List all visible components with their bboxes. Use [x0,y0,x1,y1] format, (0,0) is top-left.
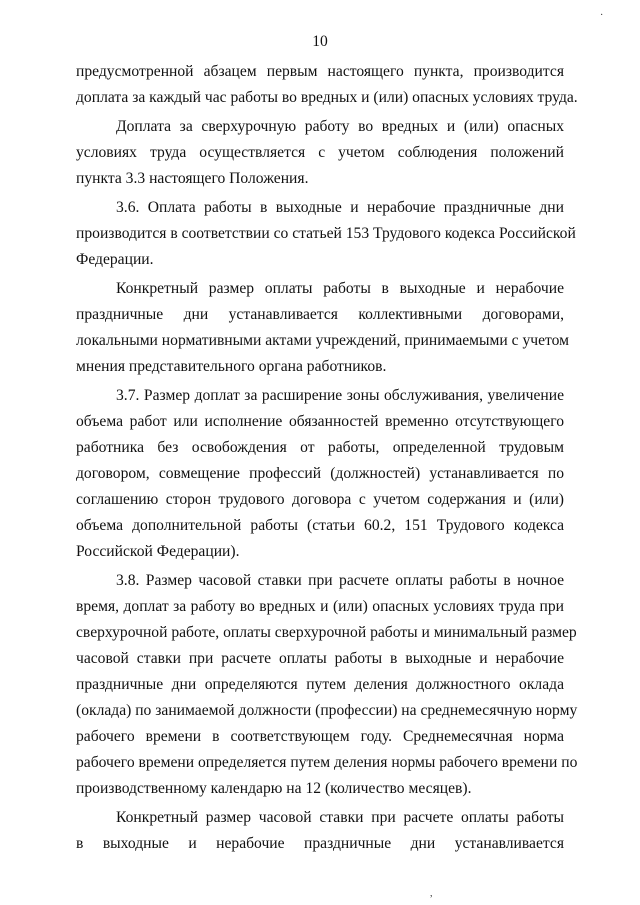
text-line: Конкретный размер часовой ставки при расчете оплаты работы [116,809,564,826]
text-line: время, доплат за работу во вредных и (или) опасных условиях труда при [76,598,564,615]
text-line: Доплата за сверхурочную работу во вредных и (или) опасных [116,118,564,135]
text-line: праздничные дни устанавливается коллективными договорами, [76,306,564,323]
page-number: 10 [312,33,328,50]
text-line: пункта 3.3 настоящего Положения. [76,170,309,187]
text-line: 3.6. Оплата работы в выходные и нерабочие праздничные дни [116,199,564,216]
text-line: Конкретный размер оплаты работы в выходные и нерабочие [116,280,564,297]
text-line: сверхурочной работе, оплаты сверхурочной работы и минимальный размер [76,624,577,641]
text-line: рабочего времени определяется путем деления нормы рабочего времени по [76,754,578,771]
text-line: в выходные и нерабочие праздничные дни устанавливается [76,835,564,852]
text-line: работника без освобождения от работы, определенной трудовым [76,439,564,456]
text-line: предусмотренной абзацем первым настоящего пункта, производится [76,63,564,80]
text-line: мнения представительного органа работников. [76,358,387,375]
text-line: рабочего времени в соответствующем году. Среднемесячная норма [76,728,564,745]
text-line: объема работ или исполнение обязанностей временно отсутствующего [76,413,564,430]
text-line: 3.8. Размер часовой ставки при расчете оплаты работы в ночное [116,572,564,589]
text-line: часовой ставки при расчете оплаты работы в выходные и нерабочие [76,650,564,667]
text-line: соглашению сторон трудового договора с учетом содержания и (или) [76,491,564,508]
text-line: производственному календарю на 12 (количество месяцев). [76,780,472,797]
text-line: договором, совмещение профессий (должностей) устанавливается по [76,465,564,482]
text-line: доплата за каждый час работы во вредных и (или) опасных условиях труда. [76,89,578,106]
text-line: производится в соответствии со статьей 153 Трудового кодекса Российской [76,225,576,242]
text-line: условиях труда осуществляется с учетом соблюдения положений [76,144,564,161]
text-line: объема дополнительной работы (статьи 60.2, 151 Трудового кодекса [76,517,564,534]
text-line: праздничные дни определяются путем деления должностного оклада [76,676,564,693]
text-line: (оклада) по занимаемой должности (профессии) на среднемесячную норму [76,702,578,719]
scan-mark: , [430,888,433,899]
text-line: локальными нормативными актами учреждений, принимаемыми с учетом [76,332,569,349]
text-line: 3.7. Размер доплат за расширение зоны обслуживания, увеличение [116,387,564,404]
text-line: Российской Федерации). [76,543,240,560]
text-line: Федерации. [76,251,154,268]
scan-mark: · [600,10,604,21]
